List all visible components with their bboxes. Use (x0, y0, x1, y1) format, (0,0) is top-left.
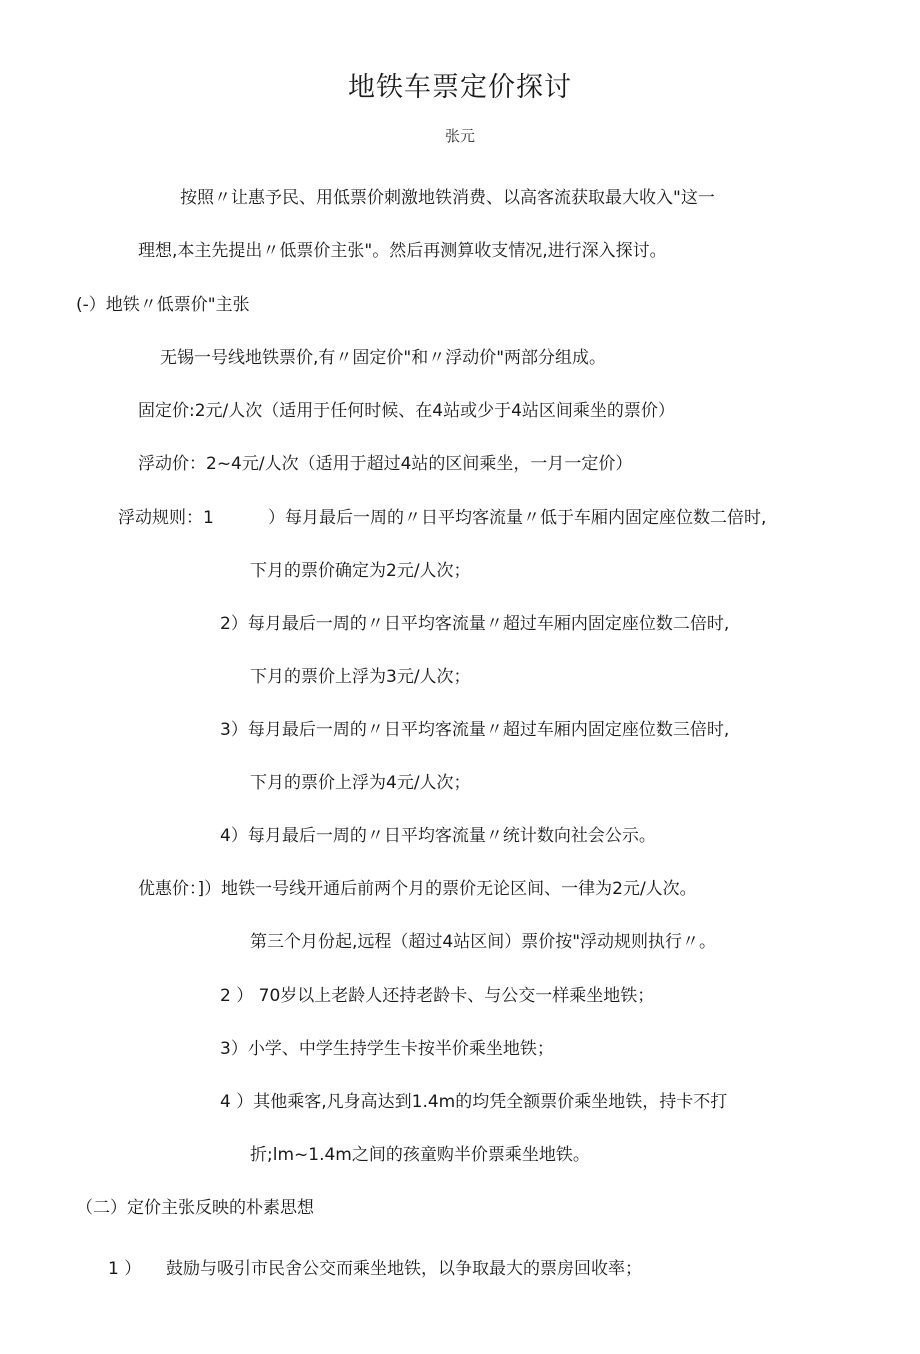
rule-1-text: ）每月最后一周的〃日平均客流量〃低于车厢内固定座位数二倍时, (268, 508, 767, 528)
rules-label: 浮动规则：1 (118, 508, 214, 528)
intro-line-2: 理想,本主先提出〃低票价主张"。然后再测算收支情况,进行深入探讨。 (138, 241, 667, 261)
rule-2-continuation: 下月的票价上浮为3元/人次； (250, 667, 471, 687)
discount-1-continuation: 第三个月份起,远程（超过4站区间）票价按"浮动规则执行〃。 (250, 932, 717, 952)
discount-4-continuation: 折;lm~1.4m之间的孩童购半价票乘坐地铁。 (250, 1145, 590, 1165)
rule-3-continuation: 下月的票价上浮为4元/人次； (250, 773, 471, 793)
rule-2-text: 2）每月最后一周的〃日平均客流量〃超过车厢内固定座位数二倍时, (220, 614, 730, 634)
section1-heading: (-）地铁〃低票价"主张 (76, 295, 250, 315)
section1-overview: 无锡一号线地铁票价,有〃固定价"和〃浮动价"两部分组成。 (160, 348, 607, 368)
discount-4-text: 4 ）其他乘客,凡身高达到1.4m的均凭全额票价乘坐地铁，持卡不打 (220, 1092, 728, 1112)
discount-2-text: 2 ） 70岁以上老龄人还持老龄卡、与公交一样乘坐地铁； (220, 986, 655, 1006)
floating-price-line: 浮动价：2~4元/人次（适用于超过4站的区间乘坐，一月一定价） (138, 454, 633, 474)
discount-1-text: 优惠价：]）地铁一号线开通后前两个月的票价无论区间、一律为2元/人次。 (138, 879, 697, 899)
section2-item-1-number: 1 ） (108, 1259, 142, 1279)
section2-item-1-text: 鼓励与吸引市民舍公交而乘坐地铁，以争取最大的票房回收率； (166, 1259, 642, 1279)
discount-3-text: 3）小学、中学生持学生卡按半价乘坐地铁； (220, 1039, 554, 1059)
rule-4-text: 4）每月最后一周的〃日平均客流量〃统计数向社会公示。 (220, 826, 656, 846)
document-author: 张元 (444, 127, 475, 145)
document-title: 地铁车票定价探讨 (348, 72, 572, 103)
intro-line-1: 按照〃让惠予民、用低票价刺激地铁消费、以高客流获取最大收入"这一 (180, 188, 715, 208)
rule-3-text: 3）每月最后一周的〃日平均客流量〃超过车厢内固定座位数三倍时, (220, 720, 730, 740)
section2-heading: （二）定价主张反映的朴素思想 (76, 1198, 314, 1218)
rule-1-continuation: 下月的票价确定为2元/人次； (250, 561, 471, 581)
fixed-price-line: 固定价:2元/人次（适用于任何时候、在4站或少于4站区间乘坐的票价） (138, 401, 675, 421)
